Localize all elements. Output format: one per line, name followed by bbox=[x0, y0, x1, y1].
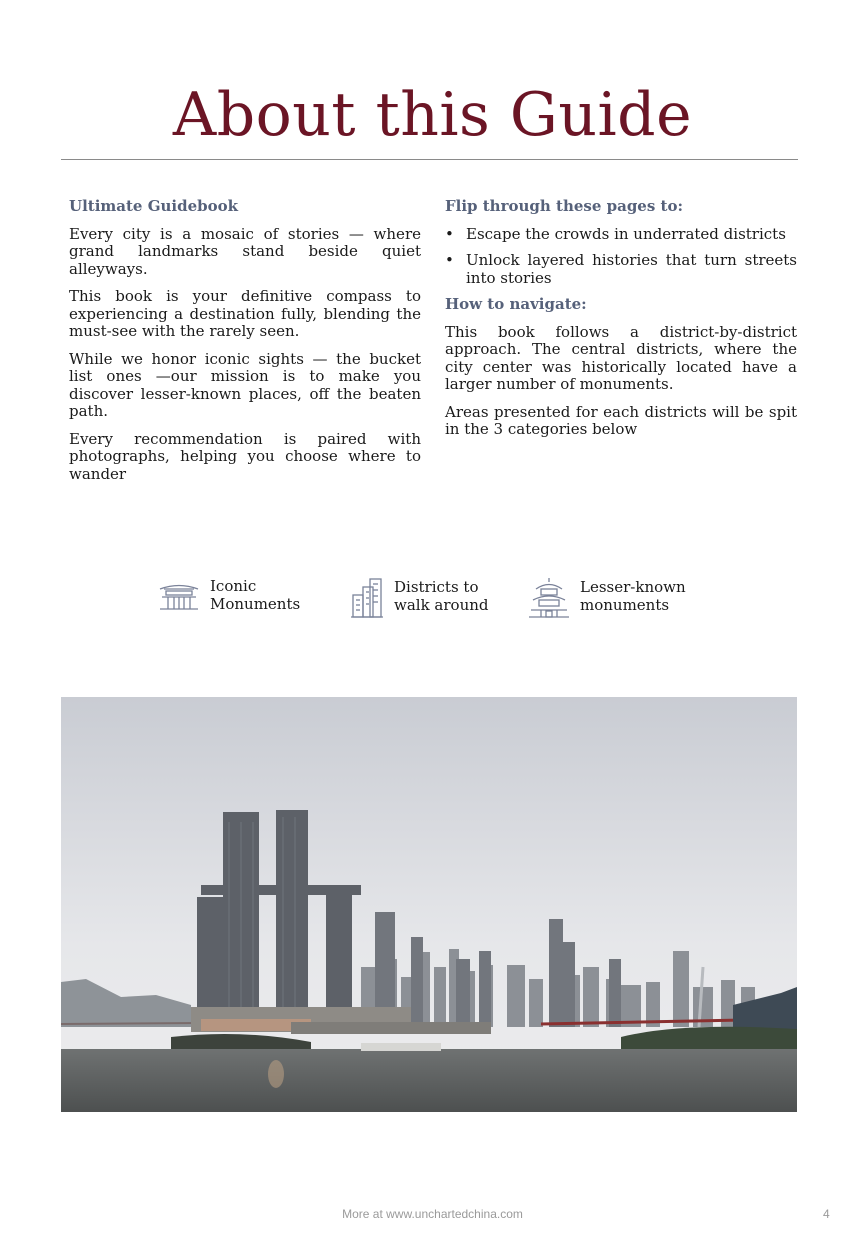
city-skyline-photo bbox=[61, 697, 797, 1112]
list-item: • Unlock layered histories that turn streets into stories bbox=[445, 252, 797, 287]
legend-lesser-known bbox=[528, 577, 690, 619]
page-number: 4 bbox=[823, 1207, 830, 1221]
intro-paragraph: Every city is a mosaic of stories — where grand landmarks stand beside quiet alleyways. bbox=[69, 224, 421, 278]
legend-label: Lesser-known monuments bbox=[580, 578, 686, 614]
buildings-icon bbox=[350, 577, 384, 619]
temple-gate-icon bbox=[158, 578, 200, 612]
legend-districts bbox=[350, 577, 504, 619]
how-to-navigate-heading: How to navigate: bbox=[445, 295, 587, 313]
title-divider bbox=[61, 159, 798, 160]
list-item: • Escape the crowds in underrated districts bbox=[445, 226, 797, 244]
compass-paragraph: This book is your definitive compass to experiencing a destination fully, blending the must-see with the rarely seen. bbox=[69, 287, 421, 340]
right-column bbox=[445, 198, 797, 449]
pagoda-icon bbox=[528, 577, 570, 619]
ultimate-guidebook-heading: Ultimate Guidebook bbox=[69, 197, 239, 215]
categories-paragraph: Areas presented for each districts will be spit in the 3 categories below bbox=[445, 402, 797, 438]
mission-paragraph: While we honor iconic sights — the bucket list ones —our mission is to make you discover lesser-known places, off the beaten path. bbox=[69, 349, 421, 420]
footer-website: More at www.unchartedchina.com bbox=[342, 1207, 523, 1221]
photographs-paragraph: Every recommendation is paired with photographs, helping you choose where to wander bbox=[69, 429, 421, 483]
left-column bbox=[69, 198, 421, 493]
legend-label: Districts to walk around bbox=[394, 578, 489, 614]
navigate-paragraph: This book follows a district-by-district approach. The central districts, where the city center was historically located have a larger number of monuments. bbox=[445, 322, 797, 393]
legend-iconic-monuments bbox=[158, 577, 320, 613]
benefits-list bbox=[445, 226, 797, 288]
flip-through-heading: Flip through these pages to: bbox=[445, 197, 683, 215]
page-title: About this Guide bbox=[172, 80, 693, 150]
legend-label: Iconic Monuments bbox=[210, 577, 301, 613]
